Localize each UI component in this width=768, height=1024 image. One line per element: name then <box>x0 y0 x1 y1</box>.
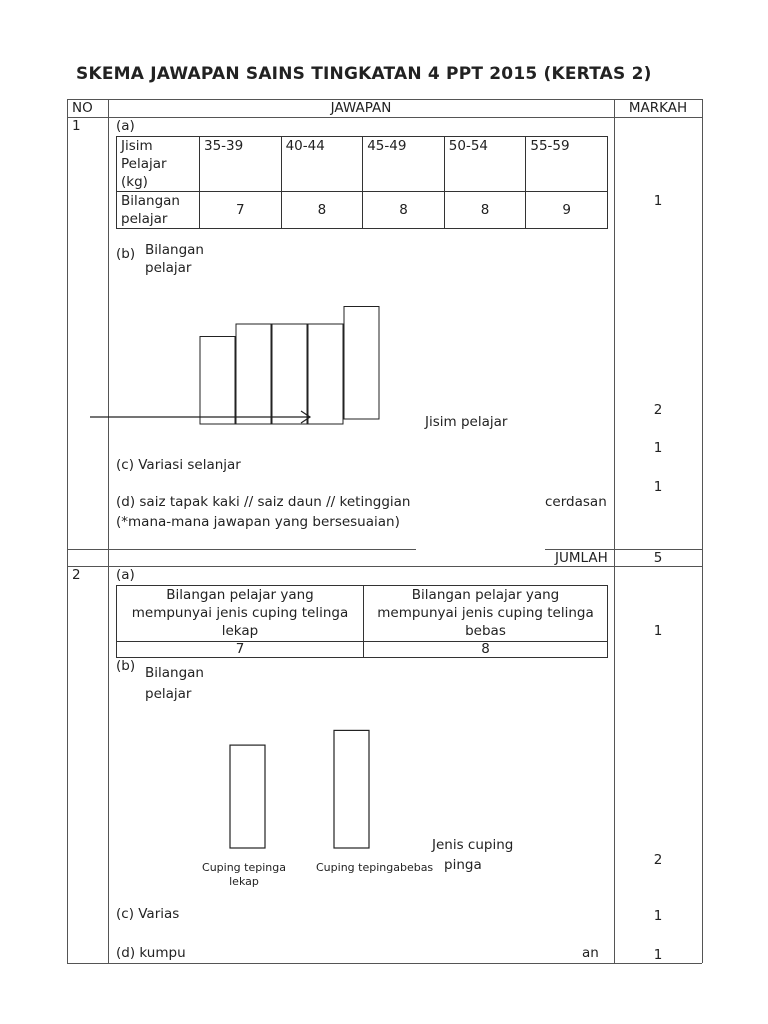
q1-d-answer: (d) saiz tapak kaki // saiz daun // ketinggian <box>116 494 411 510</box>
q1-jumlah-label: JUMLAH <box>555 550 608 566</box>
q1-range-cell: 40-44 <box>281 137 363 192</box>
q2-col1-value: 7 <box>117 642 364 658</box>
q2-b-xlabel-1: Jenis cuping <box>432 837 514 853</box>
header-jawapan: JAWAPAN <box>330 100 392 116</box>
q2-bar <box>334 730 369 848</box>
q2-a-label: (a) <box>116 567 135 583</box>
q1-b-ylabel-1: Bilangan <box>145 242 204 258</box>
q1-count-cell: 8 <box>363 192 445 229</box>
q2-bar2-label: Cuping tepingabebas <box>316 861 434 874</box>
q1-jumlah-value: 5 <box>653 550 663 566</box>
q1-frequency-table <box>116 136 608 229</box>
q2-b-label: (b) <box>116 658 136 674</box>
q1-range-cell: 50-54 <box>444 137 526 192</box>
q2-col2-value: 8 <box>364 642 608 658</box>
q1-row1-header: Jisim Pelajar (kg) <box>117 137 200 192</box>
q2-mark-b: 2 <box>653 852 663 868</box>
page-title: SKEMA JAWAPAN SAINS TINGKATAN 4 PPT 2015 (KERTAS 2) <box>76 64 652 84</box>
header-no: NO <box>72 100 93 116</box>
q2-bar-chart <box>220 720 380 855</box>
q2-d-answer-right: an <box>582 945 599 961</box>
q1-histogram-bar <box>272 324 307 424</box>
q1-histogram <box>80 290 400 435</box>
q1-histogram-bar <box>236 324 271 424</box>
q1-row2-header: Bilangan pelajar <box>117 192 200 229</box>
header-markah: MARKAH <box>628 100 688 116</box>
q1-count-cell: 8 <box>281 192 363 229</box>
q1-mark-b: 2 <box>653 402 663 418</box>
q1-range-cell: 45-49 <box>363 137 445 192</box>
q1-histogram-bar <box>308 324 343 424</box>
q1-b-label: (b) <box>116 246 136 262</box>
q2-col1-header: Bilangan pelajar yang mempunyai jenis cuping telinga lekap <box>117 586 364 642</box>
q1-mark-a: 1 <box>653 193 663 209</box>
q1-a-label: (a) <box>116 118 135 134</box>
q2-number: 2 <box>72 567 81 583</box>
q1-number: 1 <box>72 118 81 134</box>
q2-b-ylabel-1: Bilangan <box>145 665 204 681</box>
q1-d-answer-right: cerdasan <box>545 494 607 510</box>
q1-count-cell: 9 <box>526 192 608 229</box>
q2-earlobe-table <box>116 585 608 658</box>
q2-mark-d: 1 <box>653 947 663 963</box>
q2-b-ylabel-2: pelajar <box>145 686 192 702</box>
q2-b-xlabel-2: pinga <box>444 857 482 873</box>
q1-count-cell: 7 <box>200 192 282 229</box>
q1-histogram-bar <box>200 337 235 425</box>
q1-histogram-bar <box>344 307 379 420</box>
q2-d-answer: (d) kumpu <box>116 945 186 961</box>
q1-c-answer: (c) Variasi selanjar <box>116 457 241 473</box>
q1-b-ylabel-2: pelajar <box>145 260 192 276</box>
q1-mark-c: 1 <box>653 440 663 456</box>
q2-bar <box>230 745 265 848</box>
q1-b-xlabel: Jisim pelajar <box>425 414 508 430</box>
q2-bar1-label: Cuping tepinga lekap <box>202 861 286 888</box>
q1-mark-d: 1 <box>653 479 663 495</box>
q1-d-note: (*mana-mana jawapan yang bersesuaian) <box>116 514 400 530</box>
q1-range-cell: 55-59 <box>526 137 608 192</box>
q2-mark-c: 1 <box>653 908 663 924</box>
q1-range-cell: 35-39 <box>200 137 282 192</box>
q2-col2-header: Bilangan pelajar yang mempunyai jenis cuping telinga bebas <box>364 586 608 642</box>
q2-mark-a: 1 <box>653 623 663 639</box>
q1-count-cell: 8 <box>444 192 526 229</box>
q2-c-answer: (c) Varias <box>116 906 180 922</box>
